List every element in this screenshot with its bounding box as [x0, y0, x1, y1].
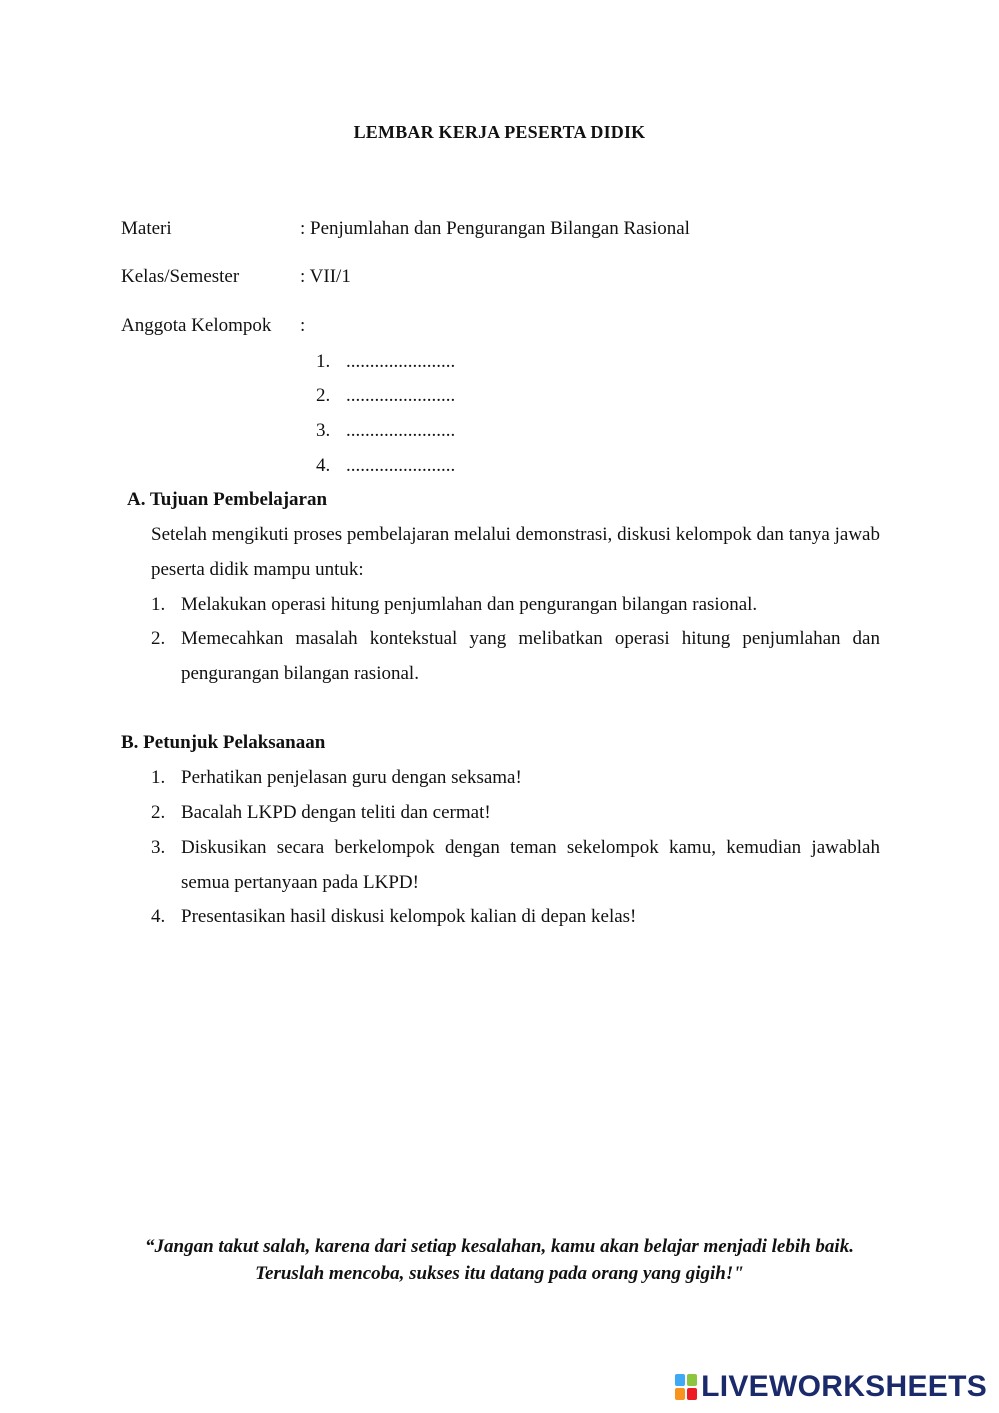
list-item: Presentasikan hasil diskusi kelompok kalian di depan kelas! [181, 906, 637, 927]
liveworksheets-logo [675, 1370, 987, 1404]
member-number: 4. [316, 455, 331, 476]
quote-line-2: Teruslah mencoba, sukses itu datang pada orang yang gigih!" [255, 1263, 744, 1284]
member-number: 2. [316, 385, 331, 406]
list-number: 1. [151, 767, 166, 788]
materi-value: : Penjumlahan dan Pengurangan Bilangan Rasional [300, 218, 690, 239]
section-a-heading: A. Tujuan Pembelajaran [127, 489, 328, 510]
quote-line-1: “Jangan takut salah, karena dari setiap kesalahan, kamu akan belajar menjadi lebih baik. [145, 1236, 854, 1257]
member-blank: ....................... [346, 420, 456, 441]
member-number: 3. [316, 420, 331, 441]
section-a-intro: Setelah mengikuti proses pembelajaran melalui demonstrasi, diskusi kelompok dan tanya jawab peserta didik mampu untuk: [151, 524, 880, 580]
member-blank: ....................... [346, 455, 456, 476]
list-number: 4. [151, 906, 166, 927]
list-item: Melakukan operasi hitung penjumlahan dan pengurangan bilangan rasional. [181, 594, 758, 615]
list-item: Bacalah LKPD dengan teliti dan cermat! [181, 802, 491, 823]
kelas-value: : VII/1 [300, 266, 351, 287]
materi-label: Materi [121, 218, 172, 239]
member-number: 1. [316, 351, 331, 372]
list-item: Memecahkan masalah kontekstual yang melibatkan operasi hitung penjumlahan dan pengurangan bilangan rasional. [181, 628, 880, 684]
logo-square-3 [675, 1388, 685, 1400]
list-number: 2. [151, 802, 166, 823]
kelas-label: Kelas/Semester [121, 266, 240, 287]
list-number: 3. [151, 837, 166, 858]
anggota-label: Anggota Kelompok [121, 315, 272, 336]
logo-square-2 [687, 1374, 697, 1386]
list-item: Perhatikan penjelasan guru dengan seksama! [181, 767, 522, 788]
logo-grid-icon [675, 1374, 697, 1400]
member-blank: ....................... [346, 385, 456, 406]
logo-square-1 [675, 1374, 685, 1386]
page-title: LEMBAR KERJA PESERTA DIDIK [353, 122, 646, 142]
list-number: 1. [151, 594, 166, 615]
list-item: Diskusikan secara berkelompok dengan teman sekelompok kamu, kemudian jawablah semua pertanyaan pada LKPD! [181, 837, 880, 893]
member-blank: ....................... [346, 351, 456, 372]
section-b-heading: B. Petunjuk Pelaksanaan [121, 732, 326, 753]
logo-square-4 [687, 1388, 697, 1400]
brand-text: LIVEWORKSHEETS [701, 1370, 987, 1403]
list-number: 2. [151, 628, 166, 649]
anggota-value: : [300, 315, 306, 336]
